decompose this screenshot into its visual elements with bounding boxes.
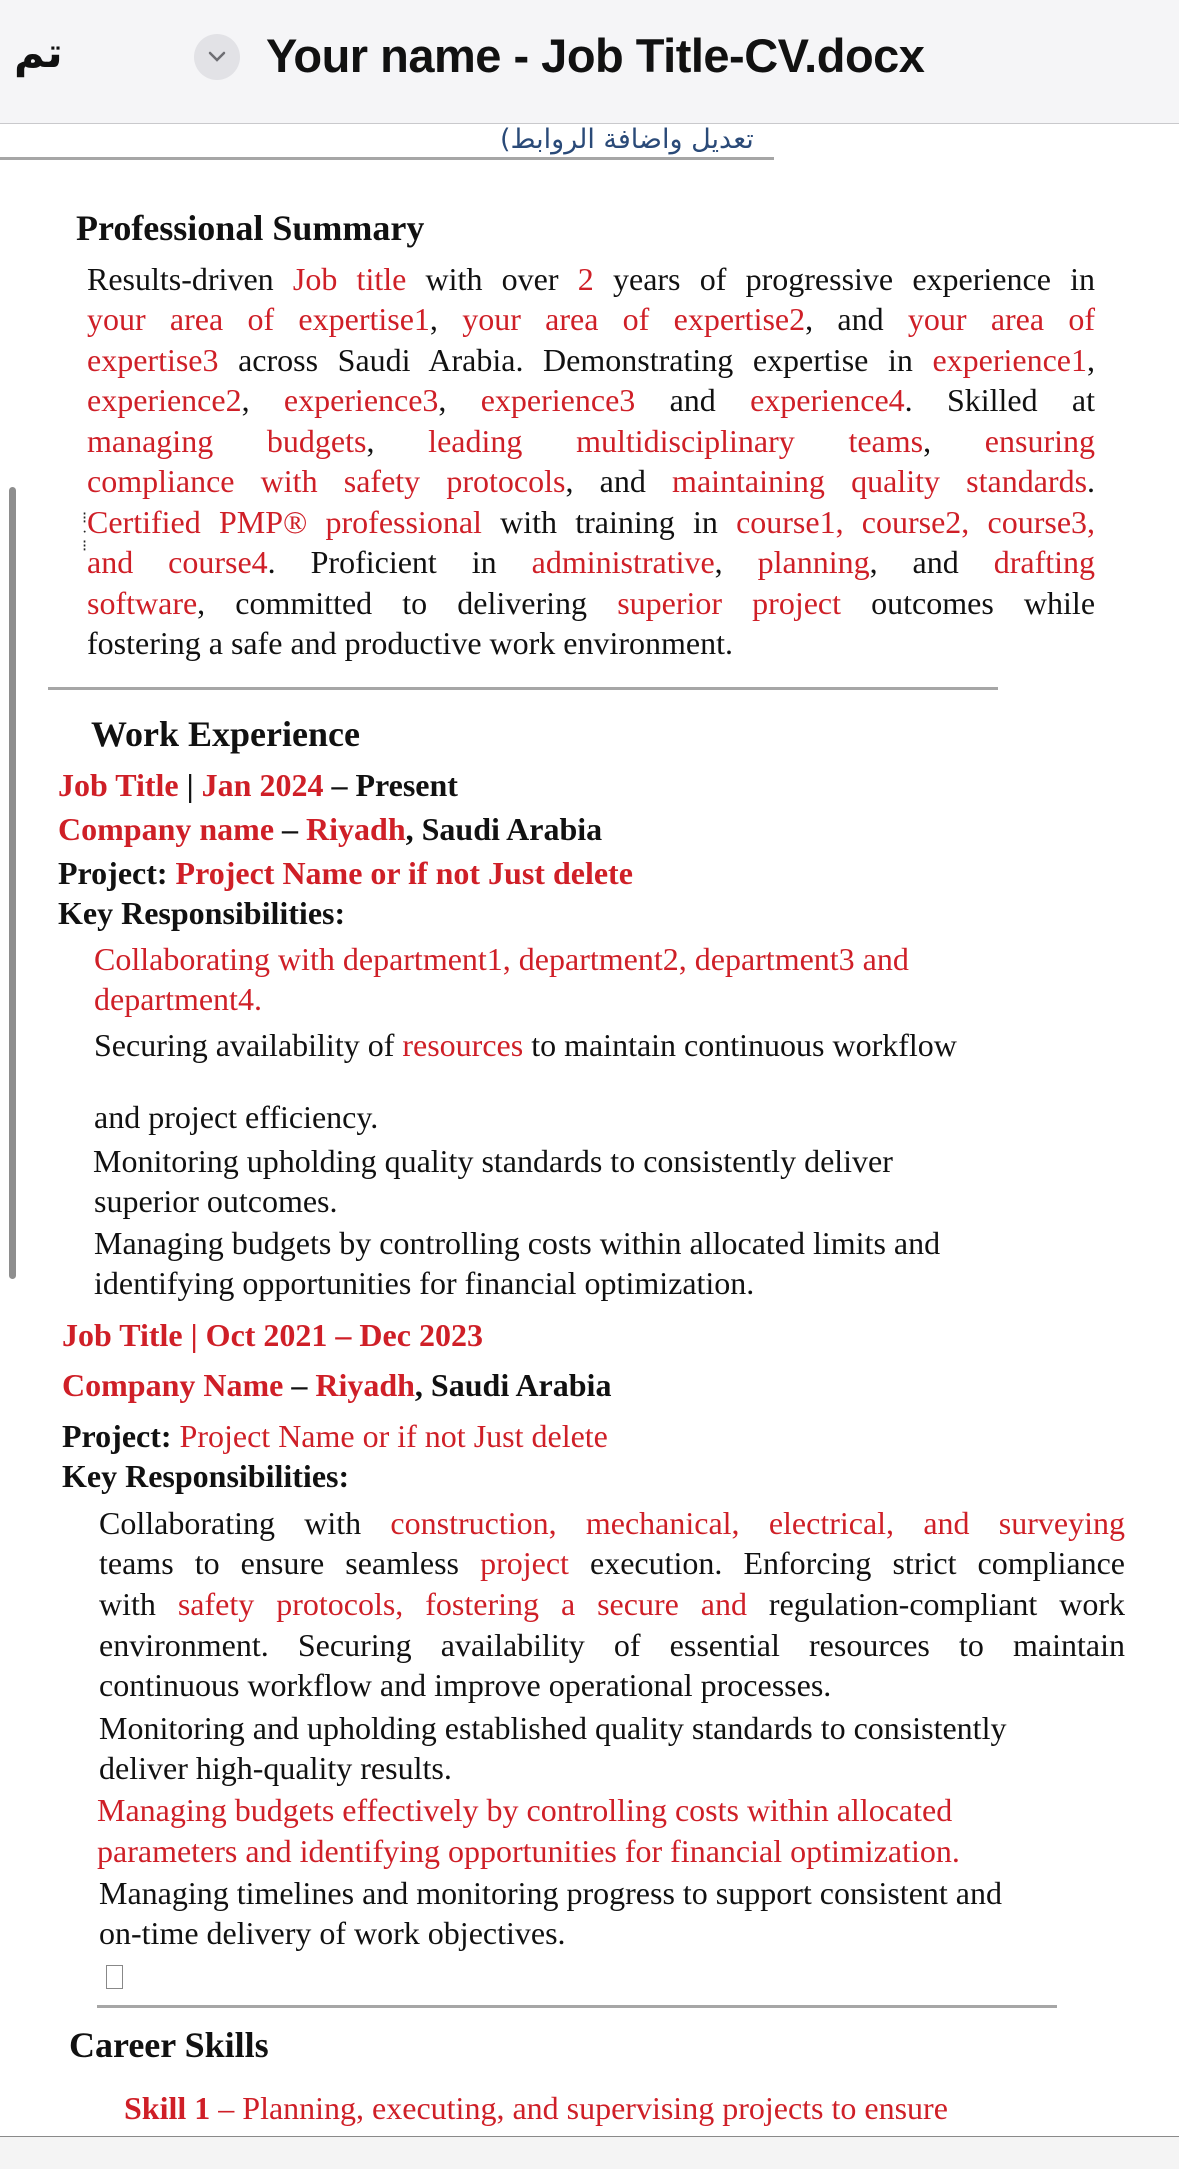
placeholder-text: Jan 2024: [201, 767, 324, 803]
text-segment: , and: [565, 463, 673, 499]
placeholder-text: – Planning, executing, and supervising projects to ensure: [210, 2090, 948, 2126]
placeholder-text: Job Title: [58, 767, 179, 803]
top-toolbar: [0, 0, 1179, 124]
text-line: [58, 765, 458, 805]
placeholder-text: 2: [577, 261, 594, 297]
heading-professional-summary: Professional Summary: [76, 208, 425, 248]
text-segment: environment. Securing availability of essential resources to maintain: [99, 1627, 1125, 1663]
text-line: [62, 1416, 608, 1456]
scrollbar[interactable]: [9, 487, 16, 1279]
placeholder-text: Project Name or if not Just delete: [179, 1418, 608, 1454]
text-segment: ,: [241, 382, 284, 418]
text-line: [94, 979, 262, 1019]
placeholder-text: your area of expertise2: [462, 301, 806, 337]
text-line: [99, 1708, 1006, 1748]
placeholder-text: Job Title | Oct 2021 – Dec 2023: [62, 1317, 483, 1353]
text-segment: Securing availability of: [94, 1027, 403, 1063]
placeholder-text: maintaining quality standards: [672, 463, 1088, 499]
placeholder-text: Project Name or if not Just delete: [175, 855, 633, 891]
text-segment: .: [1087, 463, 1096, 499]
text-segment: across Saudi Arabia. Demonstrating expertise in: [218, 342, 933, 378]
placeholder-text: resources: [402, 1027, 524, 1063]
text-line: [99, 1503, 1125, 1543]
placeholder-text: software: [87, 585, 198, 621]
text-segment: ,: [429, 301, 463, 337]
bottom-toolbar: [0, 2136, 1179, 2169]
placeholder-text: Job title: [292, 261, 407, 297]
placeholder-text: experience3: [480, 382, 636, 418]
text-line: [87, 340, 1095, 380]
text-segment: regulation-compliant work: [746, 1586, 1126, 1622]
text-segment: continuous workflow and improve operational processes.: [99, 1667, 832, 1703]
text-segment: years of progressive experience in: [593, 261, 1096, 297]
placeholder-text: compliance with safety protocols: [87, 463, 566, 499]
text-segment: , Saudi Arabia: [405, 811, 603, 847]
text-segment: outcomes while: [841, 585, 1096, 621]
placeholder-text: Company name: [58, 811, 275, 847]
text-segment: Key Responsibilities:: [62, 1458, 350, 1494]
text-segment: , and: [869, 544, 994, 580]
text-segment: on-time delivery of work objectives.: [99, 1915, 566, 1951]
text-segment: Project:: [62, 1418, 180, 1454]
placeholder-text: parameters and identifying opportunities for financial optimization.: [97, 1833, 960, 1869]
text-line: [58, 893, 345, 933]
placeholder-text: drafting: [993, 544, 1096, 580]
text-segment: – Present: [323, 767, 458, 803]
placeholder-text: experience4: [750, 382, 905, 418]
text-line: [87, 380, 1095, 420]
divider: [0, 157, 774, 160]
placeholder-text: and course4: [87, 544, 268, 580]
placeholder-text: Skill 1: [124, 2090, 211, 2126]
text-segment: Key Responsibilities:: [58, 895, 346, 931]
text-segment: Results-driven: [87, 261, 293, 297]
empty-box-glyph: [106, 1965, 123, 1989]
text-segment: , committed to delivering: [197, 585, 618, 621]
text-line: [93, 1141, 893, 1181]
text-line: [58, 809, 602, 849]
document-title: Your name - Job Title-CV.docx: [266, 29, 925, 82]
placeholder-text: Collaborating with department1, department2, department3 and: [94, 941, 909, 977]
title-menu-button[interactable]: [194, 34, 240, 80]
text-line: [87, 461, 1095, 501]
text-segment: Managing timelines and monitoring progress to support consistent and: [99, 1875, 1002, 1911]
done-button[interactable]: تم: [14, 28, 63, 77]
placeholder-text: administrative: [531, 544, 715, 580]
text-line: [87, 583, 1095, 623]
text-segment: execution. Enforcing strict compliance: [568, 1545, 1126, 1581]
text-segment: teams to ensure seamless: [99, 1545, 481, 1581]
text-segment: Monitoring and upholding established quality standards to consistently: [99, 1710, 1007, 1746]
text-line: [99, 1913, 566, 1953]
text-line: [62, 1315, 483, 1355]
text-segment: ,: [366, 423, 429, 459]
text-line: [87, 259, 1095, 299]
placeholder-text: your area of expertise1: [87, 301, 430, 337]
text-segment: deliver high-quality results.: [99, 1750, 452, 1786]
text-segment: –: [283, 1367, 316, 1403]
text-segment: –: [274, 811, 307, 847]
placeholder-text: managing budgets: [87, 423, 367, 459]
placeholder-text: ensuring: [984, 423, 1095, 459]
text-segment: with training in: [481, 504, 737, 540]
text-line: [124, 2088, 948, 2128]
text-segment: with over: [406, 261, 578, 297]
text-segment: . Skilled at: [904, 382, 1095, 418]
text-segment: identifying opportunities for financial optimization.: [94, 1265, 755, 1301]
placeholder-text: superior project: [617, 585, 842, 621]
placeholder-text: Company Name: [62, 1367, 284, 1403]
text-segment: with: [99, 1586, 178, 1622]
text-line: [94, 1097, 378, 1137]
text-segment: ,: [714, 544, 758, 580]
text-segment: Collaborating with: [99, 1505, 391, 1541]
placeholder-text: planning: [757, 544, 870, 580]
placeholder-text: Certified PMP® professional: [87, 504, 482, 540]
placeholder-text: Riyadh: [315, 1367, 415, 1403]
placeholder-text: safety protocols, fostering a secure and: [177, 1586, 747, 1622]
text-line: [99, 1543, 1125, 1583]
text-line: [97, 1790, 952, 1830]
text-line: [94, 1025, 957, 1065]
placeholder-text: construction, mechanical, electrical, and surveying: [390, 1505, 1126, 1541]
chevron-down-icon: [208, 51, 226, 63]
text-line: [99, 1584, 1125, 1624]
placeholder-text: expertise3: [87, 342, 219, 378]
placeholder-text: your area of: [907, 301, 1096, 337]
text-line: [87, 542, 1095, 582]
text-segment: Project:: [58, 855, 176, 891]
text-segment: fostering a safe and productive work environment.: [87, 625, 734, 661]
text-segment: to maintain continuous workflow: [523, 1027, 957, 1063]
placeholder-text: experience3: [283, 382, 439, 418]
placeholder-text: department4.: [94, 981, 262, 1017]
text-line: [62, 1365, 611, 1405]
text-line: [94, 939, 909, 979]
text-line: [87, 299, 1095, 339]
text-line: [97, 1831, 960, 1871]
text-line: [99, 1748, 452, 1788]
placeholder-text: project: [480, 1545, 569, 1581]
selection-handle-icon[interactable]: ⁝ · ⁝: [82, 510, 88, 555]
text-line: [62, 1456, 349, 1496]
text-line: [94, 1181, 338, 1221]
text-segment: , Saudi Arabia: [414, 1367, 612, 1403]
arabic-note: تعديل واضافة الروابط): [500, 124, 754, 155]
text-segment: Managing budgets by controlling costs within allocated limits and: [94, 1225, 941, 1261]
text-segment: and project efficiency.: [94, 1099, 379, 1135]
placeholder-text: course1, course2, course3,: [736, 504, 1096, 540]
text-line: [58, 853, 633, 893]
placeholder-text: experience2: [87, 382, 242, 418]
text-segment: . Proficient in: [267, 544, 532, 580]
text-line: [94, 1263, 754, 1303]
text-segment: ,: [1087, 342, 1095, 378]
text-line: [99, 1625, 1125, 1665]
text-line: [87, 623, 733, 663]
text-segment: ,: [438, 382, 481, 418]
heading-career-skills: Career Skills: [69, 2025, 269, 2065]
text-segment: ,: [923, 423, 985, 459]
placeholder-text: Managing budgets effectively by controlling costs within allocated: [97, 1792, 953, 1828]
divider: [97, 2005, 1057, 2008]
text-segment: Monitoring upholding quality standards to consistently deliver: [93, 1143, 893, 1179]
divider: [48, 687, 998, 690]
text-line: [99, 1665, 831, 1705]
text-segment: superior outcomes.: [94, 1183, 338, 1219]
text-line: [99, 1873, 1002, 1913]
text-line: [87, 502, 1095, 542]
text-line: [94, 1223, 940, 1263]
text-segment: and: [635, 382, 751, 418]
placeholder-text: Riyadh: [306, 811, 406, 847]
text-segment: , and: [805, 301, 908, 337]
text-segment: |: [178, 767, 202, 803]
heading-work-experience: Work Experience: [91, 714, 360, 754]
placeholder-text: experience1: [932, 342, 1087, 378]
text-line: [87, 421, 1095, 461]
placeholder-text: leading multidisciplinary teams: [428, 423, 924, 459]
